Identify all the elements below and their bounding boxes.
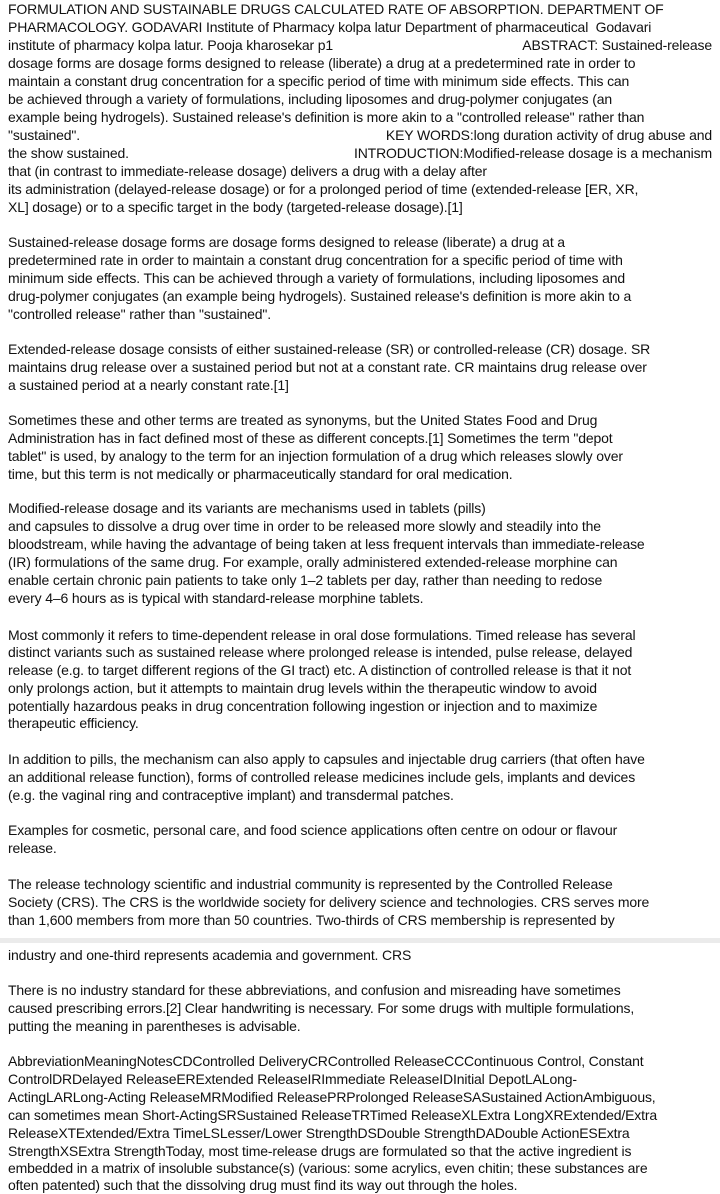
text-line: "controlled release" rather than "sustained". [8, 306, 271, 322]
text-line: Sometimes these and other terms are treated as synonyms, but the United States Food and Drug [8, 412, 598, 428]
text-line: dosage forms are dosage forms designed to release (liberate) a drug at a predetermined rate in order to [8, 55, 636, 71]
text-line: caused prescribing errors.[2] Clear handwriting is necessary. For some drugs with multiple formulations, [8, 1000, 635, 1016]
text-line: example being hydrogels). Sustained release's definition is more akin to a "controlled release" rather than [8, 109, 645, 125]
text-line: release. [8, 840, 57, 856]
text-line: FORMULATION AND SUSTAINABLE DRUGS CALCULATED RATE OF ABSORPTION. DEPARTMENT OF [8, 1, 664, 17]
text-line: AbbreviationMeaningNotesCDControlled DeliveryCRControlled ReleaseCCContinuous Control, Constant [8, 1053, 644, 1069]
text-line: the show sustained. [8, 145, 129, 161]
text-line: time, but this term is not medically or pharmaceutically standard for oral medication. [8, 466, 513, 482]
text-line: (e.g. the vaginal ring and contraceptive implant) and transdermal patches. [8, 787, 454, 803]
text-line: can sometimes mean Short-ActingSRSustained ReleaseTRTimed ReleaseXLExtra LongXRExtended/Extra [8, 1107, 658, 1123]
text-line: ControlDRDelayed ReleaseERExtended ReleaseIRImmediate ReleaseIDInitial DepotLALong- [8, 1071, 577, 1087]
text-line: therapeutic efficiency. [8, 715, 139, 731]
text-line: predetermined rate in order to maintain a constant drug concentration for a specific period of time with [8, 252, 623, 268]
text-line: than 1,600 members from more than 50 countries. Two-thirds of CRS membership is represented by [8, 912, 615, 928]
text-line: Sustained-release dosage forms are dosage forms designed to release (liberate) a drug at a [8, 234, 565, 250]
text-line: a sustained period at a nearly constant rate.[1] [8, 377, 289, 393]
text-line: ActingLARLong-Acting ReleaseMRModified ReleasePRProlonged ReleaseSASustained ActionAmbiguous, [8, 1089, 656, 1105]
text-line: maintain a constant drug concentration for a specific period of time with minimum side effects. This can [8, 73, 630, 89]
text-line: putting the meaning in parentheses is advisable. [8, 1018, 301, 1034]
text-line: ReleaseXTExtended/Extra TimeLSLesser/Lower StrengthDSDouble StrengthDADouble ActionESExtra [8, 1125, 630, 1141]
text-line: release (e.g. to target different regions of the GI tract) etc. A distinction of controlled release is that it not [8, 662, 632, 678]
text-line: Administration has in fact defined most of these as different concepts.[1] Sometimes the term "depot [8, 430, 613, 446]
text-line: only prolongs action, but it attempts to maintain drug levels within the therapeutic window to avoid [8, 680, 597, 696]
text-line: distinct variants such as sustained release where prolonged release is intended, pulse release, delayed [8, 644, 633, 660]
text-line: institute of pharmacy kolpa latur. Pooja kharosekar p1 [8, 37, 333, 53]
abstract-heading: ABSTRACT: Sustained-release [522, 37, 712, 53]
text-line: industry and one-third represents academia and government. CRS [8, 947, 412, 963]
introduction-heading: INTRODUCTION:Modified-release dosage is a mechanism [353, 145, 712, 161]
text-line: "sustained". [8, 127, 80, 143]
text-line: its administration (delayed-release dosage) or for a prolonged period of time (extended-release [ER, XR, [8, 181, 639, 197]
text-line: an additional release function), forms of controlled release medicines include gels, implants and devices [8, 769, 636, 785]
text-line: embedded in a matrix of insoluble substance(s) (various: some acrylics, even chitin; these substances are [8, 1160, 648, 1176]
text-line: The release technology scientific and industrial community is represented by the Controlled Release [8, 876, 613, 892]
text-line: be achieved through a variety of formulations, including liposomes and drug-polymer conjugates (an [8, 91, 612, 107]
text-line: Society (CRS). The CRS is the worldwide society for delivery science and technologies. CRS serves more [8, 894, 650, 910]
text-line: There is no industry standard for these abbreviations, and confusion and misreading have sometimes [8, 982, 621, 998]
text-line: potentially hazardous peaks in drug concentration following ingestion or injection and to maximize [8, 698, 598, 714]
text-line: and capsules to dissolve a drug over time in order to be released more slowly and steadily into the [8, 518, 601, 534]
text-line: tablet" is used, by analogy to the term for an injection formulation of a drug which releases slowly over [8, 448, 623, 464]
text-line: bloodstream, while having the advantage of being taken at less frequent intervals than immediate-release [8, 536, 645, 552]
keywords-heading: KEY WORDS:long duration activity of drug abuse and [385, 127, 712, 143]
text-line: Examples for cosmetic, personal care, and food science applications often centre on odour or flavour [8, 822, 618, 838]
text-line: (IR) formulations of the same drug. For example, orally administered extended-release morphine can [8, 554, 618, 570]
text-line: maintains drug release over a sustained period but not at a constant rate. CR maintains drug release over [8, 359, 647, 375]
text-line: often patented) such that the dissolving drug must find its way out through the holes. [8, 1177, 518, 1193]
text-line: Most commonly it refers to time-dependent release in oral dose formulations. Timed release has several [8, 627, 636, 643]
text-line: enable certain chronic pain patients to take only 1–2 tablets per day, rather than needing to redose [8, 572, 603, 588]
text-line: every 4–6 hours as is typical with standard-release morphine tablets. [8, 590, 424, 606]
text-line: In addition to pills, the mechanism can also apply to capsules and injectable drug carriers (that often have [8, 751, 645, 767]
text-line: Modified-release dosage and its variants are mechanisms used in tablets (pills) [8, 500, 486, 516]
text-line: StrengthXSExtra StrengthToday, most time-release drugs are formulated so that the active ingredient is [8, 1143, 632, 1159]
text-line: that (in contrast to immediate-release dosage) delivers a drug with a delay after [8, 163, 487, 179]
text-line: Extended-release dosage consists of either sustained-release (SR) or controlled-release (CR) dosage. SR [8, 341, 651, 357]
text-line: minimum side effects. This can be achieved through a variety of formulations, including liposomes and [8, 270, 625, 286]
text-line: PHARMACOLOGY. GODAVARI Institute of Pharmacy kolpa latur Department of pharmaceutical Godavari [8, 19, 652, 35]
page-break-divider [0, 938, 720, 943]
text-line: drug-polymer conjugates (an example being hydrogels). Sustained release's definition is more akin to a [8, 288, 632, 304]
text-line: XL] dosage) or to a specific target in the body (targeted-release dosage).[1] [8, 199, 463, 215]
document-page [8, 0, 712, 1194]
